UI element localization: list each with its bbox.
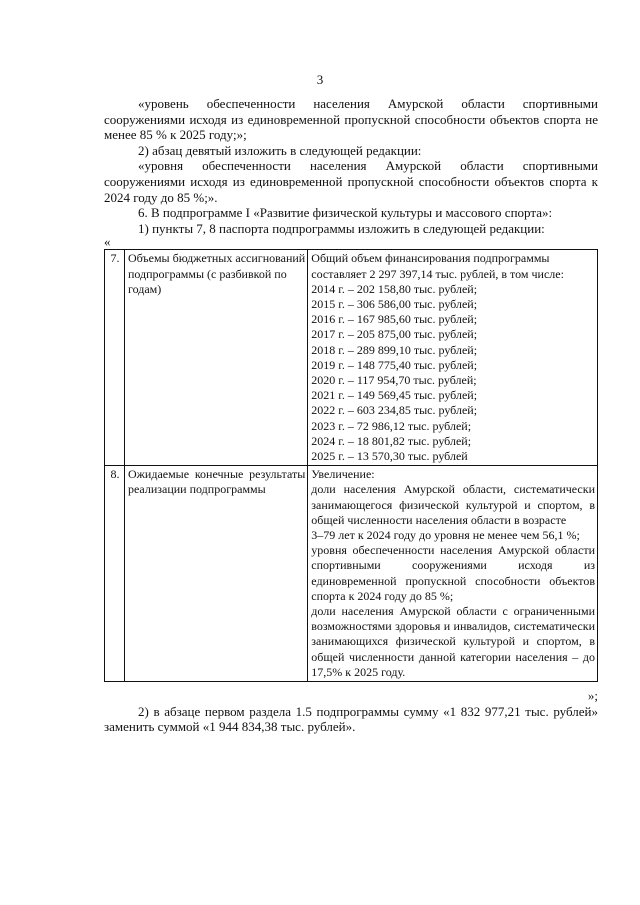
paragraph-amendment-sum: 2) в абзаце первом раздела 1.5 подпрограммы сумму «1 832 977,21 тыс. рублей» заменить суммой «1 944 834,38 тыс. рублей». — [104, 703, 598, 735]
funding-year: 2021 г. – 149 569,45 тыс. рублей; — [311, 388, 478, 403]
funding-year: 2019 г. – 148 775,40 тыс. рублей; — [311, 357, 478, 372]
document-body — [104, 96, 598, 735]
funding-year: 2020 г. – 117 954,70 тыс. рублей; — [311, 372, 477, 387]
funding-year: 2025 г. – 13 570,30 тыс. рублей — [311, 448, 468, 463]
results-heading: Увеличение: — [311, 467, 375, 482]
result-item: доли населения Амурской области, систематически занимающегося физической культурой и спортом, в общей численности населения области в возрасте — [311, 482, 595, 527]
row-number: 7. — [105, 250, 125, 466]
row-title: Объемы бюджетных ассигнований подпрограммы (с разбивкой по годам) — [124, 250, 307, 466]
funding-year: 2018 г. – 289 899,10 тыс. рублей; — [311, 342, 478, 357]
open-quote: « — [104, 234, 111, 250]
funding-intro: Общий объем финансирования подпрограммы составляет 2 297 397,14 тыс. рублей, в том числе: — [311, 251, 564, 281]
funding-year: 2023 г. – 72 986,12 тыс. рублей; — [311, 418, 472, 433]
row-title: Ожидаемые конечные результаты реализации подпрограммы — [124, 466, 307, 682]
funding-year: 2017 г. – 205 875,00 тыс. рублей; — [311, 327, 478, 342]
passport-table — [104, 249, 598, 682]
funding-year: 2015 г. – 306 586,00 тыс. рублей; — [311, 296, 478, 311]
row-content — [308, 250, 598, 466]
funding-year: 2022 г. – 603 234,85 тыс. рублей; — [311, 403, 478, 418]
paragraph-amendment-2: 2) абзац девятый изложить в следующей редакции: — [138, 142, 422, 158]
page-number: 3 — [316, 72, 324, 87]
paragraph-quote-old-indicator: «уровень обеспеченности населения Амурской области спортивными сооружениями исходя из единовременной пропускной способности объектов спорта не менее 85 % к 2025 году;»; — [104, 96, 598, 143]
table-row — [105, 466, 598, 682]
result-item: доли населения Амурской области с ограниченными возможностями здоровья и инвалидов, систематически занимающихся физической культурой и спортом, в общей численности данной категории населения – до 17,5% к 2025 году. — [311, 604, 595, 679]
funding-year: 2014 г. – 202 158,80 тыс. рублей; — [311, 281, 478, 296]
close-quote: »; — [587, 688, 598, 704]
paragraph-quote-new-indicator: «уровня обеспеченности населения Амурской области спортивными сооружениями исходя из единовременной пропускной способности объектов спорта к 2024 году до 85 %;». — [104, 158, 598, 205]
funding-year: 2024 г. – 18 801,82 тыс. рублей; — [311, 433, 472, 448]
table-row — [105, 250, 598, 466]
paragraph-amendment-1: 1) пункты 7, 8 паспорта подпрограммы изложить в следующей редакции: — [138, 220, 545, 236]
paragraph-section-6: 6. В подпрограмме I «Развитие физической культуры и массового спорта»: — [138, 205, 553, 221]
result-item: 3–79 лет к 2024 году до уровня не менее чем 56,1 %; — [311, 528, 580, 542]
funding-year: 2016 г. – 167 985,60 тыс. рублей; — [311, 312, 478, 327]
result-item: уровня обеспеченности населения Амурской области спортивными сооружениями исходя из единовременной пропускной способности объектов спорта к 2024 году до 85 %; — [311, 543, 595, 603]
row-content — [308, 466, 598, 682]
row-number: 8. — [105, 466, 125, 682]
